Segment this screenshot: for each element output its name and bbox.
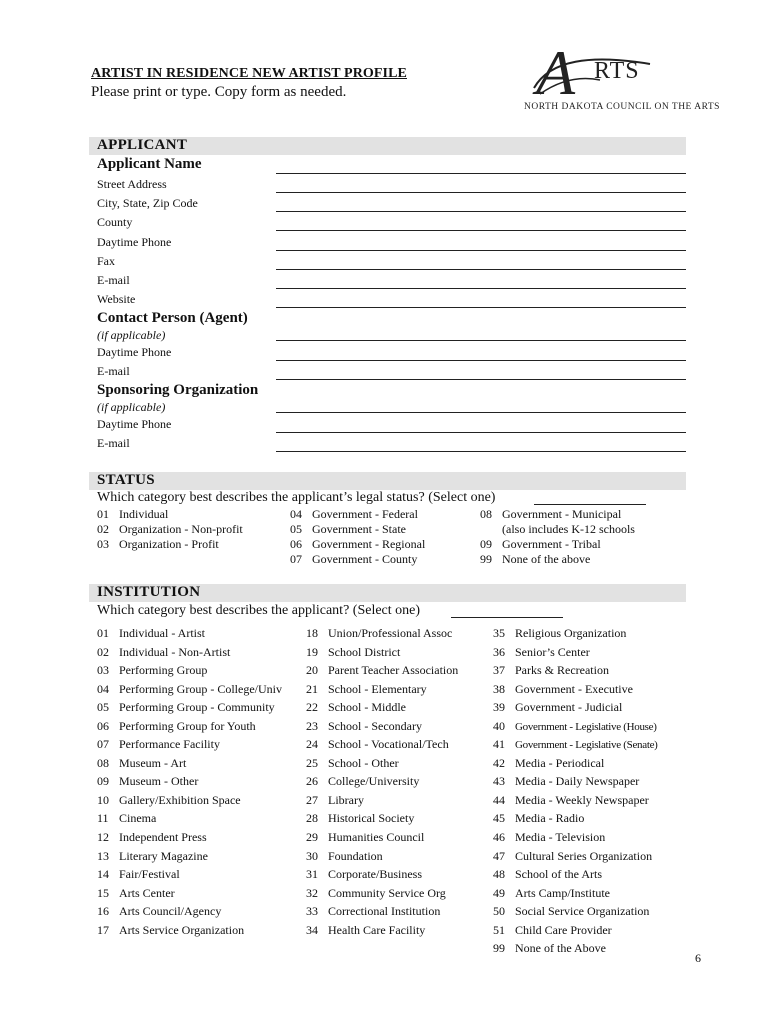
institution-option [306, 791, 486, 810]
institution-option-label: Parent Teacher Association [328, 663, 459, 678]
institution-option-label: Performing Group - Community [119, 700, 275, 715]
institution-option [97, 643, 302, 662]
institution-option-label: School - Middle [328, 700, 406, 715]
sponsor-email-label: E-mail [97, 436, 130, 450]
institution-option [97, 772, 302, 791]
institution-option [97, 624, 302, 643]
institution-option-code: 03 [97, 663, 109, 678]
county-label: County [97, 215, 133, 229]
institution-option [97, 791, 302, 810]
institution-option [493, 847, 693, 866]
institution-option-code: 01 [97, 626, 109, 640]
street-address-label: Street Address [97, 177, 167, 191]
institution-option [306, 902, 486, 921]
institution-option-code: 09 [97, 774, 109, 789]
institution-option [97, 828, 302, 847]
institution-option-code: 02 [97, 644, 109, 659]
institution-option-label: Government - Legislative (House) [515, 720, 657, 733]
institution-option-code: 31 [306, 867, 318, 882]
institution-option-code: 23 [306, 718, 318, 733]
institution-option-label: Child Care Provider [515, 922, 612, 937]
institution-option [97, 717, 302, 736]
institution-option-code: 49 [493, 885, 505, 900]
institution-option-label: Media - Daily Newspaper [515, 774, 640, 789]
document-title: ARTIST IN RESIDENCE NEW ARTIST PROFILE [91, 66, 407, 81]
institution-option [306, 624, 486, 643]
institution-option [493, 791, 693, 810]
status-options-col1 [97, 507, 277, 552]
institution-option-code: 07 [97, 737, 109, 752]
institution-option-code: 14 [97, 867, 109, 882]
institution-option-label: Library [328, 792, 364, 807]
status-option-label: Organization - Non-profit [119, 522, 243, 536]
status-section-title: STATUS [97, 472, 155, 488]
institution-option-code: 40 [493, 718, 505, 733]
institution-option [97, 847, 302, 866]
institution-options-col2 [306, 624, 486, 939]
institution-option [306, 921, 486, 940]
status-option [480, 552, 680, 567]
institution-option-code: 16 [97, 904, 109, 919]
status-options-col3 [480, 507, 680, 567]
institution-option-label: Media - Television [515, 830, 606, 845]
page-number: 6 [695, 951, 701, 965]
institution-option-code: 46 [493, 830, 505, 845]
institution-option-label: Museum - Art [119, 755, 187, 770]
institution-option-label: Media - Radio [515, 811, 585, 826]
street-address-field[interactable] [276, 192, 686, 193]
institution-option [493, 698, 693, 717]
institution-option [306, 828, 486, 847]
institution-option-code: 36 [493, 644, 505, 659]
institution-option-code: 20 [306, 663, 318, 678]
institution-option [493, 680, 693, 699]
status-option-label: Government - Federal [312, 507, 418, 521]
institution-option-label: Cultural Series Organization [515, 848, 653, 863]
status-option-label: Organization - Profit [119, 537, 219, 551]
institution-option-code: 45 [493, 811, 505, 826]
institution-option-code: 44 [493, 792, 505, 807]
contact-phone-field[interactable] [276, 360, 686, 361]
institution-option-label: Individual - Non-Artist [119, 644, 231, 659]
institution-option-code: 51 [493, 922, 505, 937]
institution-option-label: Media - Weekly Newspaper [515, 792, 649, 807]
institution-option-code: 41 [493, 737, 505, 752]
contact-person-label: Contact Person (Agent) [97, 310, 248, 326]
institution-option [97, 865, 302, 884]
institution-option-code: 17 [97, 922, 109, 937]
institution-option-label: Government - Legislative (Senate) [515, 739, 658, 752]
institution-option-code: 22 [306, 700, 318, 715]
institution-option [493, 884, 693, 903]
status-option [97, 537, 277, 552]
status-option-label: Government - State [312, 522, 406, 536]
institution-option-label: Corporate/Business [328, 867, 422, 882]
institution-option-code: 21 [306, 681, 318, 696]
institution-option-label: Social Service Organization [515, 904, 650, 919]
fax-field[interactable] [276, 269, 686, 270]
institution-option-label: School of the Arts [515, 867, 602, 882]
institution-option-label: Government - Judicial [515, 700, 623, 715]
status-option [480, 522, 680, 537]
status-question: Which category best describes the applicant’s legal status? (Select one) [97, 490, 496, 505]
status-option [290, 552, 470, 567]
institution-option-label: Correctional Institution [328, 904, 441, 919]
status-section-bar [89, 472, 686, 490]
contact-email-field[interactable] [276, 379, 686, 380]
status-option [480, 507, 680, 522]
institution-option [97, 809, 302, 828]
institution-option-label: School - Secondary [328, 718, 422, 733]
applicant-section-title: APPLICANT [97, 137, 188, 153]
institution-option-code: 50 [493, 904, 505, 919]
status-option-code: 08 [480, 507, 492, 521]
email-label: E-mail [97, 273, 130, 287]
institution-option-label: Performing Group for Youth [119, 718, 256, 733]
institution-option-code: 42 [493, 755, 505, 770]
institution-option-code: 05 [97, 700, 109, 715]
sponsoring-organization-label: Sponsoring Organization [97, 382, 259, 398]
institution-option-code: 32 [306, 885, 318, 900]
status-option-code: 99 [480, 552, 492, 566]
applicant-name-label: Applicant Name [97, 156, 202, 172]
institution-option-label: Arts Center [119, 885, 175, 900]
institution-option-label: Foundation [328, 848, 383, 863]
institution-option-code: 99 [493, 941, 505, 956]
institution-option [306, 680, 486, 699]
sponsor-phone-field[interactable] [276, 432, 686, 433]
institution-option [493, 717, 693, 736]
institution-option-label: Arts Camp/Institute [515, 885, 610, 900]
institution-option [306, 847, 486, 866]
institution-option-code: 38 [493, 681, 505, 696]
institution-option [306, 809, 486, 828]
institution-option-code: 12 [97, 830, 109, 845]
institution-option [306, 717, 486, 736]
institution-option [493, 902, 693, 921]
status-answer-field[interactable] [534, 504, 646, 505]
institution-option [493, 772, 693, 791]
institution-option-label: Independent Press [119, 830, 207, 845]
status-option-label: Government - County [312, 552, 418, 566]
status-option [290, 507, 470, 522]
institution-option-code: 15 [97, 885, 109, 900]
status-option [97, 522, 277, 537]
institution-option [493, 865, 693, 884]
city-state-zip-field[interactable] [276, 211, 686, 212]
status-option-label: (also includes K-12 schools [502, 522, 635, 536]
status-option [290, 537, 470, 552]
institution-option-label: School - Elementary [328, 681, 427, 696]
contact-phone-label: Daytime Phone [97, 345, 172, 359]
institution-option [493, 809, 693, 828]
institution-option [306, 772, 486, 791]
institution-option [493, 921, 693, 940]
institution-question: Which category best describes the applicant? (Select one) [97, 603, 421, 618]
institution-option-label: Humanities Council [328, 830, 425, 845]
institution-option-label: Museum - Other [119, 774, 199, 789]
institution-option-label: None of the Above [515, 941, 606, 956]
institution-option-label: Arts Council/Agency [119, 904, 222, 919]
status-option-code: 04 [290, 507, 302, 521]
institution-option-label: Individual - Artist [119, 626, 205, 640]
institution-option-label: Parks & Recreation [515, 663, 609, 678]
institution-option-code: 13 [97, 848, 109, 863]
institution-option-code: 28 [306, 811, 318, 826]
institution-option-code: 33 [306, 904, 318, 919]
institution-option-label: Senior’s Center [515, 644, 590, 659]
website-label: Website [97, 292, 136, 306]
applicant-name-field[interactable] [276, 173, 686, 174]
daytime-phone-label: Daytime Phone [97, 235, 172, 249]
arts-council-logo [524, 37, 720, 116]
institution-option [493, 828, 693, 847]
institution-option-code: 29 [306, 830, 318, 845]
sponsor-phone-label: Daytime Phone [97, 417, 172, 431]
contact-person-field[interactable] [276, 340, 686, 341]
institution-options-col1 [97, 624, 302, 939]
institution-option [97, 921, 302, 940]
institution-option [306, 735, 486, 754]
institution-option-code: 37 [493, 663, 505, 678]
institution-option-label: Performing Group - College/Univ [119, 681, 282, 696]
institution-option-code: 47 [493, 848, 505, 863]
institution-option-code: 30 [306, 848, 318, 863]
institution-option-code: 27 [306, 792, 318, 807]
institution-option-label: School - Other [328, 755, 399, 770]
institution-options-col3 [493, 624, 693, 958]
email-field[interactable] [276, 288, 686, 289]
institution-option-label: Media - Periodical [515, 755, 605, 770]
institution-option [306, 661, 486, 680]
status-option [290, 522, 470, 537]
institution-option-code: 34 [306, 922, 318, 937]
status-option [480, 537, 680, 552]
institution-option-label: Religious Organization [515, 626, 627, 640]
institution-option [493, 661, 693, 680]
sponsor-email-field[interactable] [276, 451, 686, 452]
daytime-phone-field[interactable] [276, 250, 686, 251]
status-option-code: 01 [97, 507, 109, 521]
institution-option [97, 735, 302, 754]
document-instructions: Please print or type. Copy form as needed. [91, 84, 347, 100]
institution-option-code: 24 [306, 737, 318, 752]
contact-email-label: E-mail [97, 364, 130, 378]
institution-option-code: 26 [306, 774, 318, 789]
institution-option [97, 884, 302, 903]
status-option-label: Government - Tribal [502, 537, 601, 551]
institution-option-label: Performance Facility [119, 737, 220, 752]
institution-option-label: Government - Executive [515, 681, 633, 696]
institution-option-label: Health Care Facility [328, 922, 426, 937]
institution-option-label: Arts Service Organization [119, 922, 245, 937]
institution-option-label: College/University [328, 774, 420, 789]
institution-option [97, 698, 302, 717]
institution-option-code: 25 [306, 755, 318, 770]
institution-option-label: Fair/Festival [119, 867, 180, 882]
status-option-label: None of the above [502, 552, 591, 566]
institution-option [306, 884, 486, 903]
institution-option [493, 643, 693, 662]
institution-option-code: 35 [493, 626, 505, 640]
institution-option-label: Literary Magazine [119, 848, 208, 863]
institution-option [493, 624, 693, 643]
institution-option [97, 902, 302, 921]
institution-option [493, 735, 693, 754]
institution-option-code: 11 [97, 811, 109, 826]
logo-letter-a: A [536, 37, 576, 108]
institution-option [306, 754, 486, 773]
institution-option-code: 06 [97, 718, 109, 733]
institution-option [97, 754, 302, 773]
logo-council-name: NORTH DAKOTA COUNCIL ON THE ARTS [524, 102, 720, 112]
institution-option-code: 10 [97, 792, 109, 807]
institution-option-code: 04 [97, 681, 109, 696]
fax-label: Fax [97, 254, 115, 268]
logo-rts: RTS [594, 58, 640, 84]
institution-answer-field[interactable] [451, 617, 563, 618]
institution-option-label: Performing Group [119, 663, 208, 678]
sponsor-if-applicable-note: (if applicable) [97, 400, 166, 414]
institution-option-code: 18 [306, 626, 318, 640]
institution-option-code: 39 [493, 700, 505, 715]
institution-option [97, 661, 302, 680]
institution-option-label: Cinema [119, 811, 157, 826]
status-option-label: Individual [119, 507, 169, 521]
institution-option-code: 08 [97, 755, 109, 770]
institution-option-label: Community Service Org [328, 885, 446, 900]
institution-option-label: School District [328, 644, 401, 659]
status-option-code: 05 [290, 522, 302, 536]
institution-option [306, 643, 486, 662]
institution-option-label: Gallery/Exhibition Space [119, 792, 241, 807]
status-option-code: 03 [97, 537, 109, 551]
status-option-label: Government - Regional [312, 537, 426, 551]
status-option-code: 07 [290, 552, 302, 566]
contact-if-applicable-note: (if applicable) [97, 328, 166, 342]
institution-option [493, 754, 693, 773]
website-field[interactable] [276, 307, 686, 308]
institution-option [306, 698, 486, 717]
sponsoring-organization-field[interactable] [276, 412, 686, 413]
county-field[interactable] [276, 230, 686, 231]
institution-option [306, 865, 486, 884]
institution-option [493, 939, 693, 958]
status-option [97, 507, 277, 522]
institution-option-label: Union/Professional Assoc [328, 626, 453, 640]
status-option-code: 02 [97, 522, 109, 536]
institution-option-label: School - Vocational/Tech [328, 737, 449, 752]
institution-option [97, 680, 302, 699]
institution-option-code: 48 [493, 867, 505, 882]
status-option-code: 06 [290, 537, 302, 551]
institution-option-code: 19 [306, 644, 318, 659]
status-options-col2 [290, 507, 470, 567]
status-option-label: Government - Municipal [502, 507, 622, 521]
institution-option-label: Historical Society [328, 811, 415, 826]
institution-section-title: INSTITUTION [97, 584, 201, 600]
city-state-zip-label: City, State, Zip Code [97, 196, 198, 210]
institution-option-code: 43 [493, 774, 505, 789]
status-option-code: 09 [480, 537, 492, 551]
